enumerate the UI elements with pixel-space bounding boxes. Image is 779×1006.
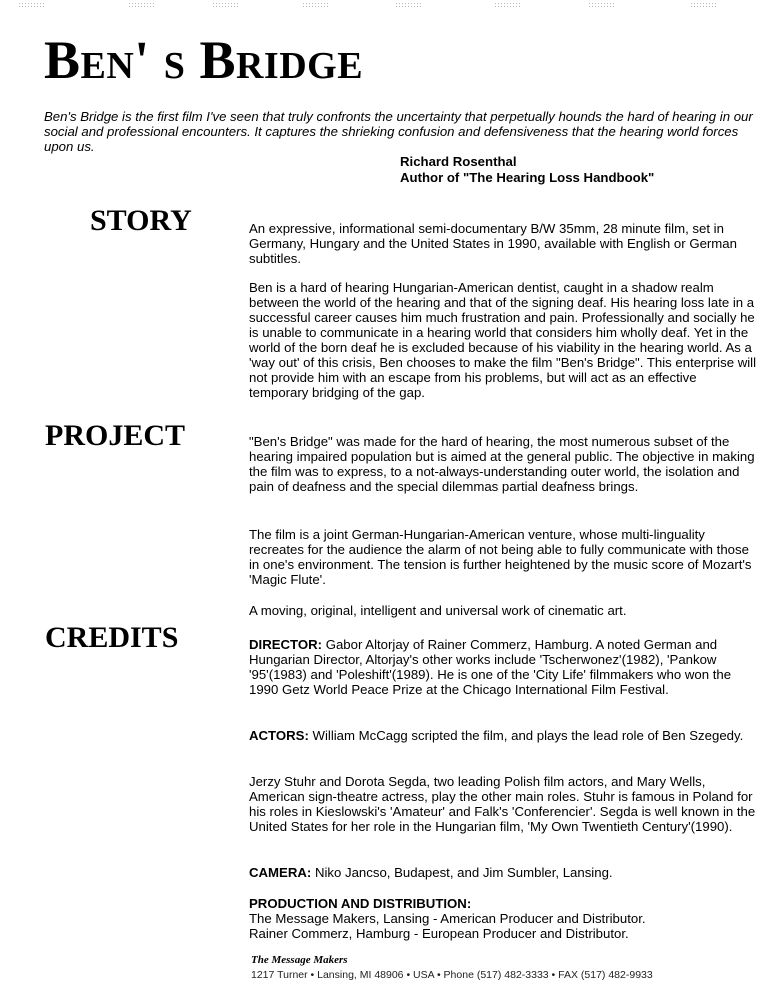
director-text: Gabor Altorjay of Rainer Commerz, Hamburg. A noted German and Hungarian Director, Altorjay's other works include 'Tscherwonez'(1982), 'Pankow '95'(1983) and 'Poleshift'(1989). He is one of the 'City Life' filmmakers who won the 1990 Getz World Peace Prize at the Chicago International Film Festival. — [249, 637, 732, 697]
director-label: DIRECTOR: — [249, 637, 323, 652]
company-address: 1217 Turner • Lansing, MI 48906 • USA • Phone (517) 482-3333 • FAX (517) 482-9933 — [251, 969, 653, 981]
credits-heading: CREDITS — [45, 621, 179, 654]
actors-label: ACTORS: — [249, 728, 309, 743]
actors-paragraph-2: Jerzy Stuhr and Dorota Segda, two leading Polish film actors, and Mary Wells, American sign-theatre actress, play the other main roles. Stuhr is famous in Poland for his roles in Kieslowski's 'Amateur' and Falk's 'Conferencier'. Segda is well known in the United States for her role in the Hungarian film, 'My Own Twentieth Century'(1990). — [249, 774, 756, 834]
actors-text: William McCagg scripted the film, and plays the lead role of Ben Szegedy. — [312, 728, 744, 743]
production-credit — [249, 896, 759, 941]
page-title: Ben' s Bridge — [44, 30, 364, 90]
scan-dots — [588, 2, 614, 8]
actors-credit — [249, 728, 759, 743]
scan-dots — [128, 2, 154, 8]
project-paragraph-3: A moving, original, intelligent and universal work of cinematic art. — [249, 603, 627, 618]
camera-text: Niko Jancso, Budapest, and Jim Sumbler, Lansing. — [314, 865, 613, 880]
scan-dots — [494, 2, 520, 8]
project-paragraph-1: "Ben's Bridge" was made for the hard of hearing, the most numerous subset of the hearing impaired population but is aimed at the general public. The objective in making the film was to express, to a not-always-understanding outer world, the isolation and pain of deafness and the special dilemmas partial deafness brings. — [249, 434, 755, 494]
production-line-1: The Message Makers, Lansing - American Producer and Distributor. — [249, 911, 646, 926]
scan-dots — [395, 2, 421, 8]
project-heading: PROJECT — [45, 419, 186, 452]
story-paragraph-2: Ben is a hard of hearing Hungarian-American dentist, caught in a shadow realm between the world of the hearing and that of the signing deaf. His hearing loss late in a successful career causes him much frustration and pain. Professionally and socially he is unable to communicate in a hearing world that considers him wholly deaf. Yet in the world of the born deaf he is excluded because of his viability in the hearing world. As a 'way out' of this crisis, Ben chooses to make the film "Ben's Bridge". This enterprise will not provide him with an escape from his problems, but will act as an effective temporary bridging of the gap. — [249, 280, 757, 400]
project-paragraph-2: The film is a joint German-Hungarian-American venture, whose multi-linguality recreates for the audience the alarm of not being able to fully communicate with those in one's environment. The tension is further heightened by the music score of Mozart's 'Magic Flute'. — [249, 527, 752, 587]
production-label: PRODUCTION AND DISTRIBUTION: — [249, 896, 472, 911]
review-quote: Ben's Bridge is the first film I've seen that truly confronts the uncertainty that perpetually hounds the hard of hearing in our social and professional encounters. It captures the shrieking confusion and defensiveness that the hearing world forces upon us. — [44, 109, 753, 154]
quote-attribution — [400, 154, 654, 186]
attribution-name: Richard Rosenthal — [400, 154, 517, 169]
scan-dots — [212, 2, 238, 8]
scan-dots — [302, 2, 328, 8]
scan-dots — [18, 2, 44, 8]
scan-dots — [690, 2, 716, 8]
camera-label: CAMERA: — [249, 865, 312, 880]
attribution-role: Author of "The Hearing Loss Handbook" — [400, 170, 655, 185]
director-credit — [249, 637, 759, 697]
camera-credit — [249, 865, 759, 880]
story-heading: STORY — [90, 204, 192, 237]
production-line-2: Rainer Commerz, Hamburg - European Producer and Distributor. — [249, 926, 629, 941]
story-paragraph-1: An expressive, informational semi-documentary B/W 35mm, 28 minute film, set in Germany, Hungary and the United States in 1990, available with English or German subtitles. — [249, 221, 737, 266]
company-logo: The Message Makers — [251, 954, 348, 966]
